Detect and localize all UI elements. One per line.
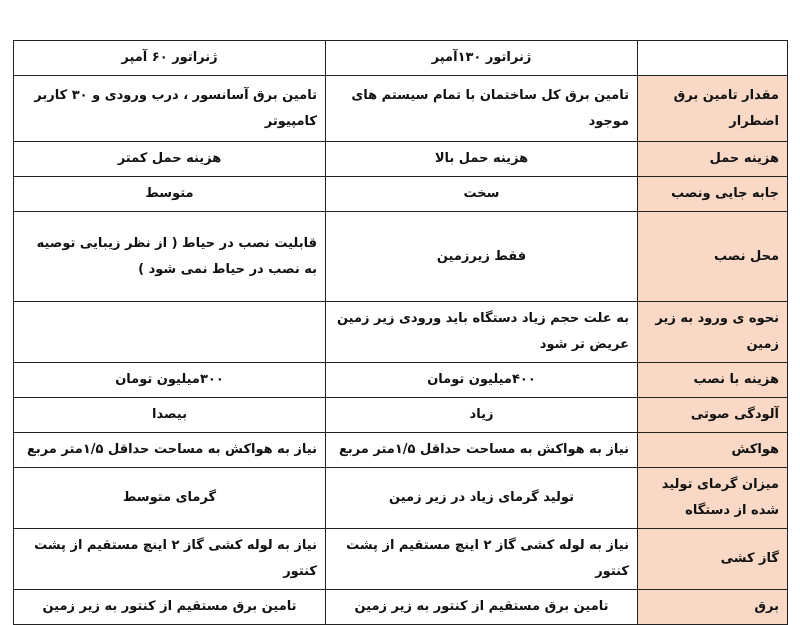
- row-label: محل نصب: [638, 212, 788, 302]
- row-label: هزینه با نصب: [638, 363, 788, 398]
- table-row: [14, 398, 788, 433]
- cell-gen60: هزینه حمل کمتر: [14, 142, 326, 177]
- cell-gen60: [14, 302, 326, 363]
- row-label: هزینه حمل: [638, 142, 788, 177]
- cell-gen130: تامین برق مستقیم از کنتور به زیر زمین: [326, 590, 638, 625]
- cell-gen60: قابلیت نصب در حیاط ( از نظر زیبایی توصیه به نصب در حیاط نمی شود ): [14, 212, 326, 302]
- cell-gen130: تامین برق کل ساختمان با تمام سیستم های موجود: [326, 76, 638, 142]
- table-row: [14, 590, 788, 625]
- header-gen130: ژنراتور ۱۳۰آمپر: [326, 41, 638, 76]
- row-label: هواکش: [638, 433, 788, 468]
- row-label: جابه جایی ونصب: [638, 177, 788, 212]
- cell-gen130: سخت: [326, 177, 638, 212]
- cell-gen60: تامین برق مستقیم از کنتور به زیر زمین: [14, 590, 326, 625]
- cell-gen130: نیاز به هواکش به مساحت حداقل ۱/۵متر مربع: [326, 433, 638, 468]
- cell-gen130: تولید گرمای زیاد در زیر زمین: [326, 468, 638, 529]
- table-header-row: [14, 41, 788, 76]
- cell-gen60: ۳۰۰میلیون تومان: [14, 363, 326, 398]
- cell-gen60: گرمای متوسط: [14, 468, 326, 529]
- cell-gen60: متوسط: [14, 177, 326, 212]
- row-label: میزان گرمای تولید شده از دستگاه: [638, 468, 788, 529]
- row-label: برق: [638, 590, 788, 625]
- table-row: [14, 177, 788, 212]
- cell-gen60: تامین برق آسانسور ، درب ورودی و ۳۰ کاربر کامپیوتر: [14, 76, 326, 142]
- row-label: آلودگی صوتی: [638, 398, 788, 433]
- row-label: نحوه ی ورود به زیر زمین: [638, 302, 788, 363]
- generator-comparison-table: [13, 40, 788, 625]
- cell-gen130: فقط زیرزمین: [326, 212, 638, 302]
- cell-gen130: نیاز به لوله کشی گاز ۲ اینچ مستقیم از پشت کنتور: [326, 529, 638, 590]
- cell-gen60: نیاز به هواکش به مساحت حداقل ۱/۵متر مربع: [14, 433, 326, 468]
- table-row: [14, 363, 788, 398]
- table-row: [14, 433, 788, 468]
- header-blank-cell: [638, 41, 788, 76]
- cell-gen130: زیاد: [326, 398, 638, 433]
- cell-gen130: ۴۰۰میلیون تومان: [326, 363, 638, 398]
- cell-gen60: نیاز به لوله کشی گاز ۲ اینچ مستقیم از پشت کنتور: [14, 529, 326, 590]
- table-row: [14, 468, 788, 529]
- row-label: مقدار تامین برق اضطرار: [638, 76, 788, 142]
- row-label: گاز کشی: [638, 529, 788, 590]
- table-row: [14, 302, 788, 363]
- table-row: [14, 212, 788, 302]
- table-row: [14, 529, 788, 590]
- comparison-table-container: [13, 40, 787, 625]
- table-row: [14, 142, 788, 177]
- cell-gen130: به علت حجم زیاد دستگاه باید ورودی زیر زمین عریض تر شود: [326, 302, 638, 363]
- cell-gen60: بیصدا: [14, 398, 326, 433]
- cell-gen130: هزینه حمل بالا: [326, 142, 638, 177]
- header-gen60: ژنراتور ۶۰ آمپر: [14, 41, 326, 76]
- table-row: [14, 76, 788, 142]
